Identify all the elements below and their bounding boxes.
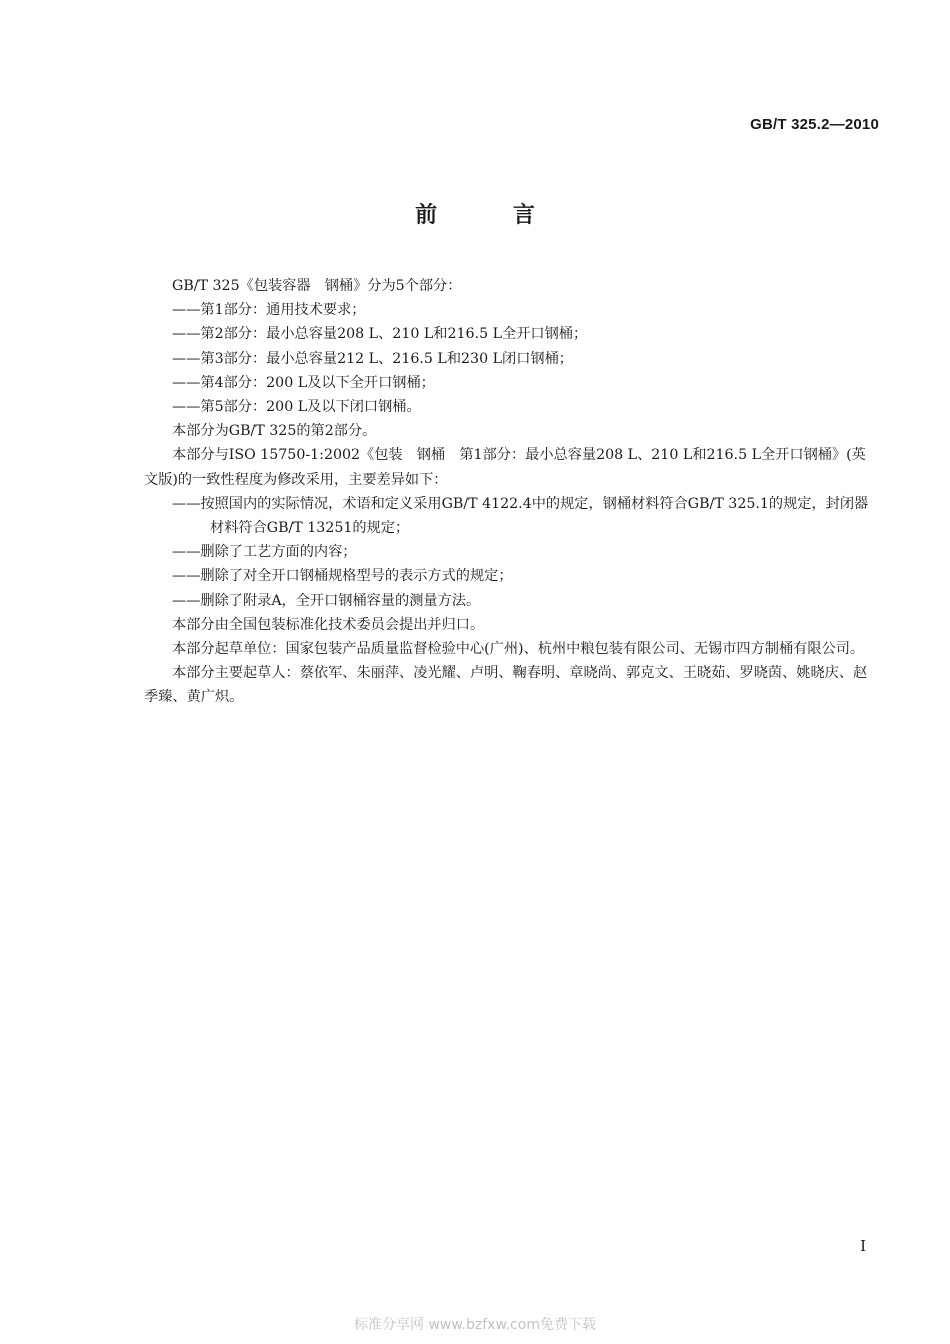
paragraph-this-part: 本部分为GB/T 325的第2部分。 <box>172 423 377 440</box>
watermark-text: 标准分享网 www.bzfxw.com免费下载 <box>354 1317 596 1333</box>
paragraph-drafters: 本部分主要起草人：蔡依军、朱丽萍、凌光耀、卢明、鞠春明、章晓尚、郭克文、王晓茹、罗晓茵、姚晓庆、赵季臻、黄广炽。 <box>144 665 868 706</box>
list-item-difference-4: ——删除了附录A，全开口钢桶容量的测量方法。 <box>172 592 481 609</box>
list-item-difference-2: ——删除了工艺方面的内容； <box>172 544 357 561</box>
page-number: I <box>860 1237 866 1255</box>
page-title: 前 言 <box>415 203 569 228</box>
list-item-part-3: ——第3部分：最小总容量212 L、216.5 L和230 L闭口钢桶； <box>172 350 573 367</box>
list-item-part-4: ——第4部分：200 L及以下全开口钢桶； <box>172 374 435 391</box>
document-body <box>144 274 880 710</box>
paragraph-parts-intro: GB/T 325《包装容器 钢桶》分为5个部分： <box>172 278 462 294</box>
list-item-difference-3: ——删除了对全开口钢桶规格型号的表示方式的规定； <box>172 568 513 585</box>
list-item-part-1: ——第1部分：通用技术要求； <box>172 302 366 319</box>
paragraph-proposer: 本部分由全国包装标准化技术委员会提出并归口。 <box>172 616 485 633</box>
paragraph-drafting-units: 本部分起草单位：国家包装产品质量监督检验中心(广州)、杭州中粮包装有限公司、无锡市四方制桶有限公司。 <box>172 641 865 658</box>
paragraph-consistency: 本部分与ISO 15750-1:2002《包装 钢桶 第1部分：最小总容量208 L、210 L和216.5 L全开口钢桶》(英文版)的一致性程度为修改采用，主要差异如下： <box>144 447 866 488</box>
list-item-difference-1: ——按照国内的实际情况，术语和定义采用GB/T 4122.4中的规定，钢桶材料符合GB/T 325.1的规定，封闭器材料符合GB/T 13251的规定； <box>172 495 869 537</box>
standard-code: GB/T 325.2—2010 <box>750 116 879 133</box>
list-item-part-2: ——第2部分：最小总容量208 L、210 L和216.5 L全开口钢桶； <box>172 326 588 343</box>
list-item-part-5: ——第5部分：200 L及以下闭口钢桶。 <box>172 399 421 416</box>
